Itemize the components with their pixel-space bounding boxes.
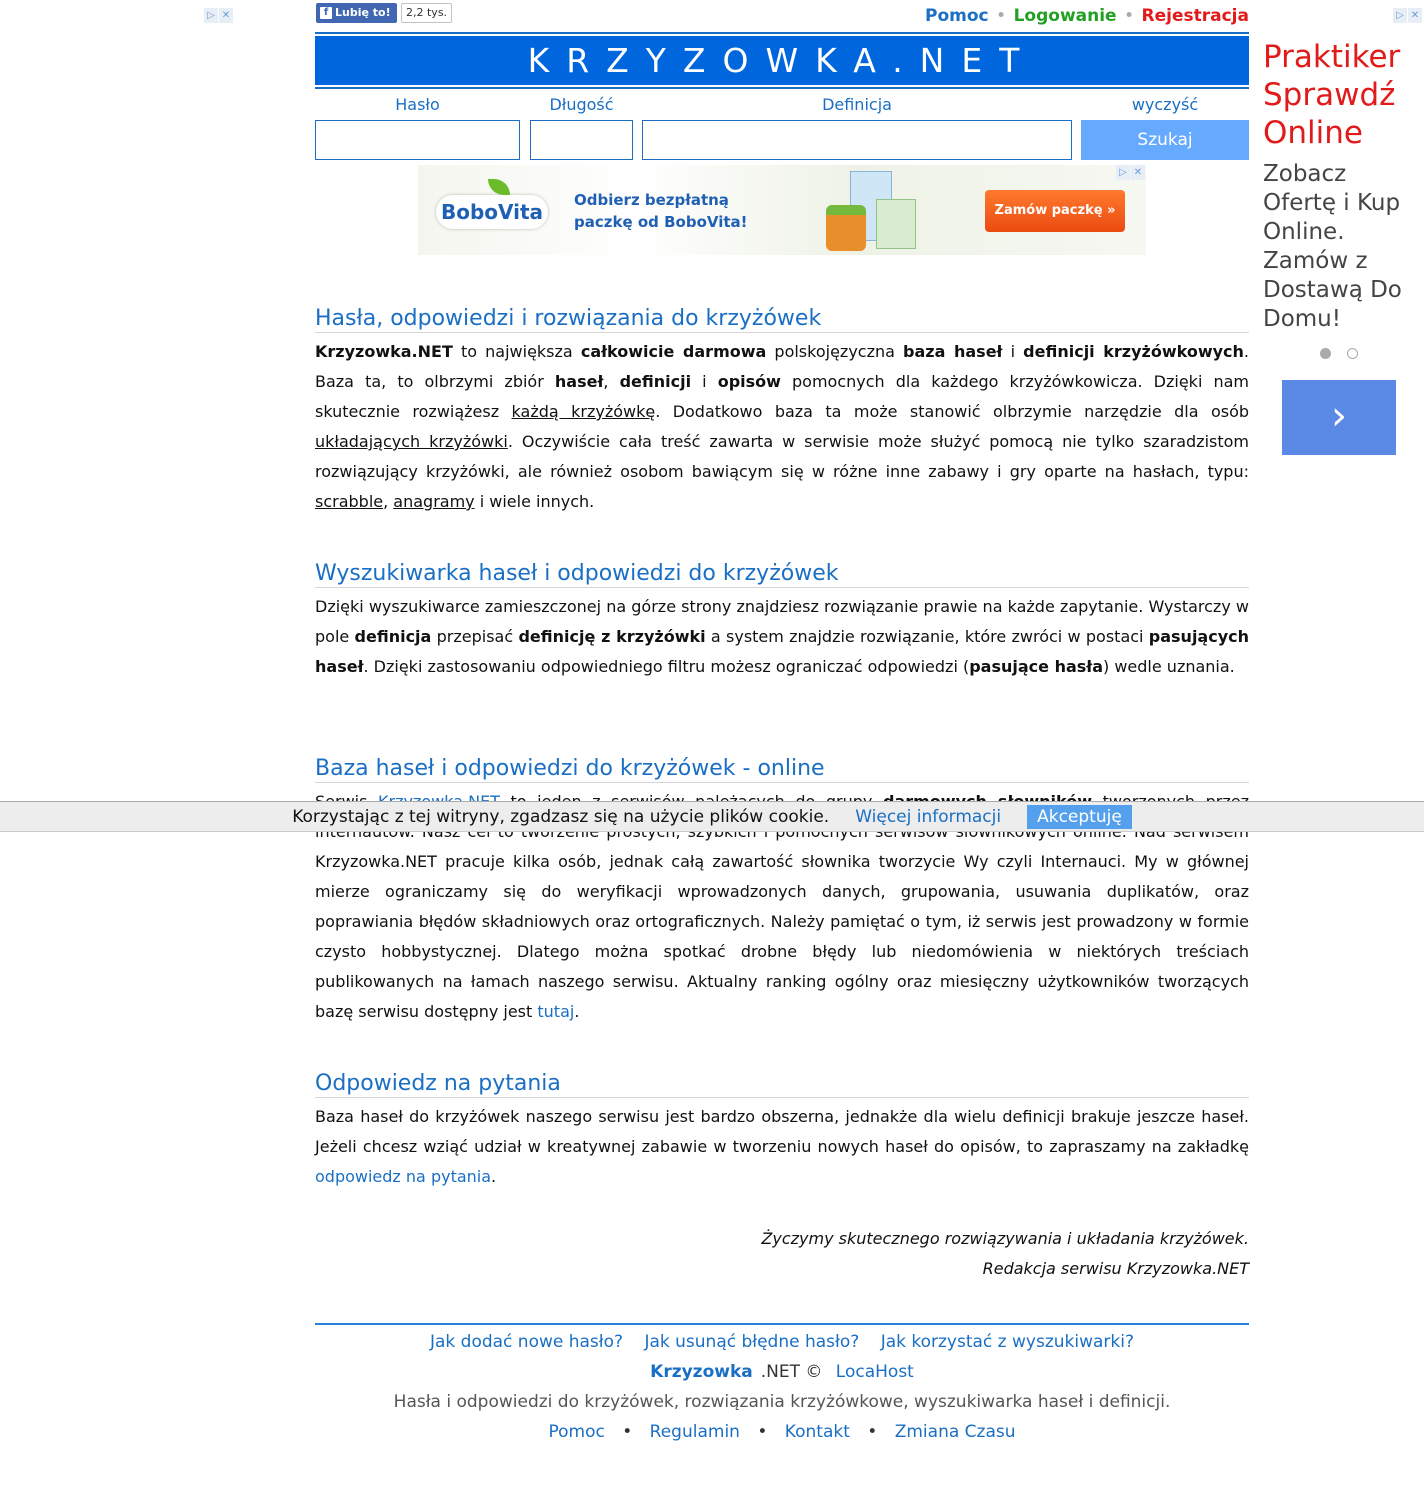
section-answer (315, 1071, 1249, 1192)
link-anagramy[interactable]: anagramy (393, 492, 475, 511)
section-title: Wyszukiwarka haseł i odpowiedzi do krzyżówek (315, 561, 1249, 588)
footer-help-link[interactable]: Pomoc (548, 1422, 605, 1442)
closing-note (761, 1224, 1249, 1284)
section-search-info (315, 561, 1249, 682)
nav-separator: • (1124, 8, 1134, 24)
section-intro (315, 306, 1249, 517)
closing-line: Życzymy skutecznego rozwiązywania i układania krzyżówek. (761, 1229, 1249, 1248)
pager-dot[interactable] (1347, 348, 1358, 359)
link-scrabble[interactable]: scrabble (315, 492, 384, 511)
definicja-input[interactable] (642, 120, 1072, 160)
faq-search-link[interactable]: Jak korzystać z wyszukiwarki? (880, 1332, 1135, 1352)
link-odpowiedz[interactable]: odpowiedz na pytania (315, 1167, 492, 1186)
footer-contact-link[interactable]: Kontakt (784, 1422, 850, 1442)
footer-host-link[interactable]: LocaHost (835, 1362, 914, 1382)
nav-register-link[interactable]: Rejestracja (1141, 6, 1249, 26)
top-nav (925, 6, 1249, 26)
facebook-icon: f (320, 7, 332, 19)
adchoices-icon[interactable]: ▷ (1393, 8, 1407, 23)
section-text: Krzyzowka.NET pracuje kilka osób, jednak całą zawartość słownika tworzycie Wy czyli Internauci. My w głównej mierze ograniczamy się do weryfikacji wprowadzonych danych, grupowania, usuwania duplikatów, oraz poprawiania błędów składniowych oraz ortograficznych. Należy pamiętać o tym, iż serwis jest prowadzony w formie czysto hobbystycznej. Dlatego można spotkać drobne błędy lub niedomówienia w niektórych treściach publikowanych na łamach naszego serwisu. Aktualny ranking ogólny oraz miesięczny użytkowników tworzących bazę serwisu dostępny jest tutaj. (315, 787, 1249, 1027)
label-haslo: Hasło (395, 95, 440, 114)
fb-like-label: Lubię to! (335, 6, 391, 19)
right-ad-title[interactable]: Praktiker Sprawdź Online (1263, 39, 1401, 151)
ad-close-icon[interactable]: ✕ (219, 8, 233, 23)
right-ad-pager (1320, 348, 1358, 359)
ad-close-icon[interactable]: ✕ (1408, 8, 1422, 23)
footer-brand-link[interactable]: Krzyzowka (650, 1362, 753, 1382)
search-button[interactable]: Szukaj (1081, 120, 1249, 160)
dlugosc-input[interactable] (530, 120, 633, 160)
section-title: Odpowiedz na pytania (315, 1071, 1249, 1098)
cookie-bar (0, 801, 1424, 832)
closing-signature: Redakcja serwisu Krzyzowka.NET (982, 1259, 1249, 1278)
footer-terms-link[interactable]: Regulamin (649, 1422, 740, 1442)
section-title: Baza haseł i odpowiedzi do krzyżówek - online (315, 756, 1249, 783)
adchoices-icon[interactable]: ▷ (1116, 165, 1130, 180)
footer-brand (315, 1362, 1249, 1382)
section-text: Dzięki wyszukiwarce zamieszczonej na górze strony znajdziesz rozwiązanie prawie na każde zapytanie. Wystarczy w pole definicja przepisać definicję z krzyżówki a system znajdzie rozwiązanie, które zwróci w postaci pasujących haseł. Dzięki zastosowaniu odpowiedniego filtru możesz ograniczać odpowiedzi (pasujące hasła) wedle uznania. (315, 597, 1250, 676)
adchoices-right[interactable] (1393, 8, 1423, 23)
right-ad-next-button[interactable] (1282, 380, 1396, 455)
section-text: Baza haseł do krzyżówek naszego serwisu jest bardzo obszerna, jednakże dla wielu definicji brakuje jeszcze haseł. Jeżeli chcesz wziąć udział w kreatywnej zabawie w tworzeniu nowych haseł do opisów, to zapraszamy na zakładkę odpowiedz na pytania. (315, 1107, 1249, 1186)
banner-rule-top (315, 32, 1249, 34)
chevron-right-icon: › (1331, 393, 1347, 439)
section-text: Krzyzowka.NET to największa całkowicie darmowa polskojęzyczna baza haseł i definicji krzyżówkowych. Baza ta, to olbrzymi zbiór haseł, definicji i opisów pomocnych dla każdego krzyżówkowicza. Dzięki nam skutecznie rozwiążesz każdą krzyżówkę. Dodatkowo baza ta może stanowić olbrzymie narzędzie dla osób układających krzyżówki. Oczywiście cała treść zawarta w serwisie może służyć pomocą nie tylko szaradzistom rozwiązujący krzyżówki, ale również osobom bawiącym się w różne inne zabawy i gry oparte na hasłach, typu: scrabble, anagramy i wiele innych. (315, 342, 1250, 511)
pager-dot-active[interactable] (1320, 348, 1331, 359)
label-dlugosc: Długość (549, 95, 614, 114)
label-definicja: Definicja (822, 95, 892, 114)
product-jar-image (826, 205, 866, 251)
clear-link[interactable]: wyczyść (1131, 95, 1199, 114)
cookie-more-link[interactable]: Więcej informacji (855, 806, 1002, 827)
footer-timezone-link[interactable]: Zmiana Czasu (894, 1422, 1016, 1442)
banner-rule-bottom (315, 87, 1249, 89)
haslo-input[interactable] (315, 120, 520, 160)
nav-login-link[interactable]: Logowanie (1013, 6, 1117, 26)
ad-close-icon[interactable]: ✕ (1131, 165, 1145, 180)
link-kazda-krzyzowka[interactable]: każdą krzyżówkę (511, 402, 656, 421)
footer-faq (315, 1332, 1249, 1352)
section-database (315, 756, 1249, 1027)
adchoices-banner[interactable] (1116, 165, 1146, 180)
link-ukladajacych[interactable]: układających krzyżówki (315, 432, 508, 451)
section-title: Hasła, odpowiedzi i rozwiązania do krzyżówek (315, 306, 1249, 333)
bobovita-logo: BoboVita (436, 195, 548, 229)
site-banner[interactable]: KRZYZOWKA.NET (315, 36, 1249, 85)
fb-like-count: 2,2 tys. (401, 3, 452, 23)
cookie-accept-button[interactable]: Akceptuję (1027, 805, 1132, 829)
right-ad-body[interactable]: Zobacz Ofertę i Kup Online. Zamów z Dostawą Do Domu! (1263, 161, 1402, 332)
faq-remove-link[interactable]: Jak usunąć błędne hasło? (644, 1332, 860, 1352)
adchoices-icon[interactable]: ▷ (204, 8, 218, 23)
footer-separator: • (757, 1422, 768, 1442)
leaf-icon (488, 179, 510, 195)
nav-help-link[interactable]: Pomoc (925, 6, 989, 26)
footer-brand-suffix: .NET © (760, 1362, 823, 1382)
order-package-button[interactable]: Zamów paczkę » (985, 190, 1125, 232)
bobovita-ad[interactable] (418, 165, 1146, 255)
cookie-text: Korzystając z tej witryny, zgadzasz się na użycie plików cookie. (292, 806, 830, 827)
footer-separator: • (867, 1422, 878, 1442)
footer-rule (315, 1323, 1249, 1325)
adchoices-left[interactable] (204, 8, 234, 23)
fb-like-button[interactable] (316, 3, 397, 23)
product-box-image (876, 199, 916, 249)
ad-text: Odbierz bezpłatną paczkę od BoboVita! (574, 191, 748, 231)
link-tutaj[interactable]: tutaj (537, 1002, 575, 1021)
footer-description: Hasła i odpowiedzi do krzyżówek, rozwiązania krzyżówkowe, wyszukiwarka haseł i definicji. (393, 1392, 1171, 1412)
footer-separator: • (622, 1422, 633, 1442)
nav-separator: • (996, 8, 1006, 24)
footer-nav (315, 1422, 1249, 1442)
faq-add-link[interactable]: Jak dodać nowe hasło? (429, 1332, 624, 1352)
